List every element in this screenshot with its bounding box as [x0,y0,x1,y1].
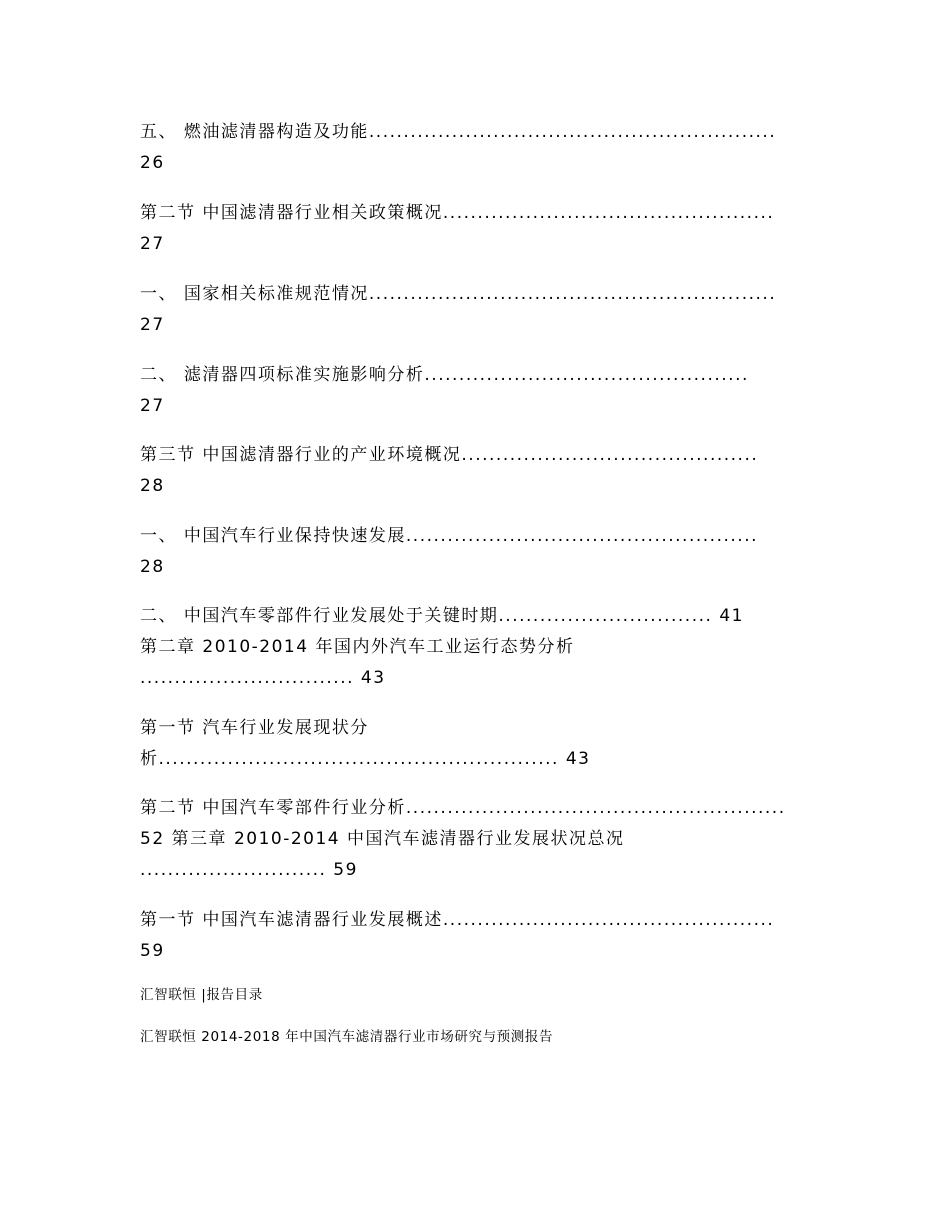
toc-entry-filter-industry-overview: 第一节 中国汽车滤清器行业发展概述................................................ [140,910,775,930]
toc-entry-chapter-three: 52 第三章 2010-2014 中国汽车滤清器行业发展状况总况 [140,829,625,849]
toc-entry-policy-overview: 第二节 中国滤清器行业相关政策概况................................................ [140,203,775,223]
toc-entry-auto-industry-growth: 一、 中国汽车行业保持快速发展................................................... [140,526,758,546]
toc-page-number: 59 [140,941,165,961]
toc-entry-national-standards: 一、 国家相关标准规范情况........................................................... [140,284,777,304]
toc-entry-four-standards-impact: 二、 滤清器四项标准实施影响分析............................................... [140,365,749,385]
toc-page-number: 28 [140,476,165,496]
header-company-label: 汇智联恒 |报告目录 [140,987,263,1003]
toc-page-number: ........................... 59 [140,860,358,880]
toc-page-number: 27 [140,396,165,416]
toc-entry-industry-environment: 第三节 中国滤清器行业的产业环境概况........................................... [140,445,759,465]
toc-page-number: ............................... 43 [140,668,386,688]
toc-entry-auto-parts-analysis: 第二节 中国汽车零部件行业分析....................................................... [140,798,786,818]
toc-page-number: 28 [140,557,165,577]
toc-page-number: 27 [140,315,165,335]
toc-entry-chapter-two: 第二章 2010-2014 年国内外汽车工业运行态势分析 [140,637,575,657]
toc-entry-fuel-filter-structure: 五、 燃油滤清器构造及功能........................................................... [140,122,777,142]
toc-page-number: 析.......................................................... 43 [140,749,591,769]
toc-entry-auto-industry-status: 第一节 汽车行业发展现状分 [140,718,369,738]
toc-entry-auto-parts-critical-period: 二、 中国汽车零部件行业发展处于关键时期............................... 41 [140,606,744,626]
toc-page-number: 26 [140,153,165,173]
toc-page-number: 27 [140,234,165,254]
report-title: 汇智联恒 2014-2018 年中国汽车滤清器行业市场研究与预测报告 [140,1029,554,1045]
